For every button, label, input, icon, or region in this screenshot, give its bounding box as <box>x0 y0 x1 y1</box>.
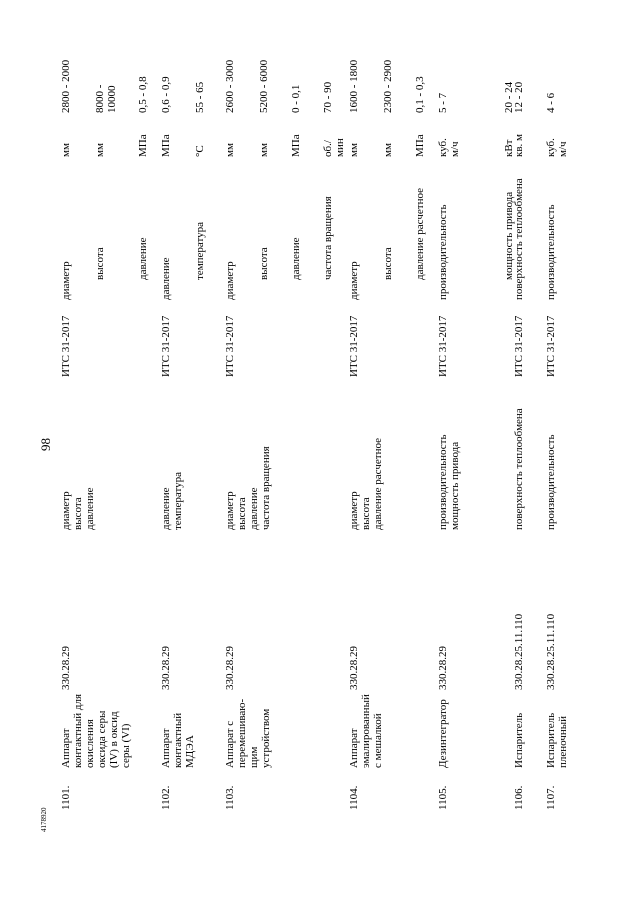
its-reference: ИТС 31-2017 <box>224 315 236 377</box>
parameter-name: давление расчетное <box>372 438 384 530</box>
unit: мм <box>258 143 270 157</box>
unit: мм <box>60 143 72 157</box>
equipment-name: Аппарат контактный МДЭА <box>160 712 196 768</box>
equipment-name: Испаритель <box>513 712 525 768</box>
value-range: 5200 - 6000 <box>258 59 270 113</box>
parameter-name: поверхность теплообмена <box>513 408 525 530</box>
row-number: 1102. <box>160 785 172 810</box>
its-reference: ИТС 31-2017 <box>160 315 172 377</box>
equipment-name: Аппарат контактный для окисления оксида серы (IV) в оксид серы (VI) <box>60 693 132 768</box>
unit: об./ мин <box>322 138 346 157</box>
its-parameter: диаметр <box>224 261 236 300</box>
value-range: 12 - 20 <box>513 81 525 113</box>
value-range: 4 - 6 <box>545 92 557 113</box>
value-range: 8000 - 10000 <box>94 84 118 113</box>
row-number: 1107. <box>545 785 557 810</box>
equipment-name: Испаритель пленочный <box>545 712 569 768</box>
okpd-code: 330.28.29 <box>224 646 236 690</box>
unit: куб. м/ч <box>437 138 461 157</box>
row-number: 1104. <box>348 785 360 810</box>
row-number: 1103. <box>224 785 236 810</box>
parameter-name: высота <box>72 497 84 530</box>
unit: °С <box>194 145 206 157</box>
its-reference: ИТС 31-2017 <box>60 315 72 377</box>
its-parameter: высота <box>382 247 394 280</box>
parameter-name: давление <box>160 487 172 530</box>
its-parameter: производительность <box>545 204 557 300</box>
unit: мм <box>224 143 236 157</box>
its-parameter: давление <box>160 257 172 300</box>
its-reference: ИТС 31-2017 <box>348 315 360 377</box>
its-parameter: давление расчетное <box>414 188 426 280</box>
equipment-name: Дезинтегратор <box>437 699 449 768</box>
its-parameter: поверхность теплообмена <box>513 178 525 300</box>
okpd-code: 330.28.29 <box>437 646 449 690</box>
unit: МПа <box>414 134 426 157</box>
value-range: 5 - 7 <box>437 92 449 113</box>
its-parameter: давление <box>290 237 302 280</box>
parameter-name: высота <box>236 497 248 530</box>
its-parameter: высота <box>94 247 106 280</box>
value-range: 20 - 24 <box>503 81 515 113</box>
unit: МПа <box>290 134 302 157</box>
parameter-name: производительность <box>437 434 449 530</box>
equipment-name: Аппарат с перемешиваю-щим устройством <box>224 698 272 768</box>
value-range: 2600 - 3000 <box>224 59 236 113</box>
its-reference: ИТС 31-2017 <box>545 315 557 377</box>
okpd-code: 330.28.29 <box>348 646 360 690</box>
value-range: 70 - 90 <box>322 81 334 113</box>
document-code: 4178920 <box>40 807 48 832</box>
parameter-name: диаметр <box>224 491 236 530</box>
unit: МПа <box>160 134 172 157</box>
value-range: 2300 - 2900 <box>382 59 394 113</box>
unit: куб. м/ч <box>545 138 569 157</box>
unit: мм <box>382 143 394 157</box>
parameter-name: диаметр <box>348 491 360 530</box>
its-parameter: мощность привода <box>503 191 515 280</box>
its-parameter: производительность <box>437 204 449 300</box>
parameter-name: температура <box>172 471 184 530</box>
its-parameter: высота <box>258 247 270 280</box>
row-number: 1105. <box>437 785 449 810</box>
value-range: 2800 - 2000 <box>60 59 72 113</box>
unit: мм <box>348 143 360 157</box>
its-reference: ИТС 31-2017 <box>437 315 449 377</box>
unit: кВт <box>503 139 515 157</box>
value-range: 0,5 - 0,8 <box>137 76 149 113</box>
parameter-name: диаметр <box>60 491 72 530</box>
equipment-name: Аппарат эмалированный с мешалкой <box>348 694 384 768</box>
parameter-name: давление <box>84 487 96 530</box>
value-range: 0,1 - 0,3 <box>414 76 426 113</box>
its-parameter: диаметр <box>60 261 72 300</box>
unit: мм <box>94 143 106 157</box>
its-reference: ИТС 31-2017 <box>513 315 525 377</box>
its-parameter: диаметр <box>348 261 360 300</box>
okpd-code: 330.28.25.11.110 <box>513 613 525 690</box>
row-number: 1101. <box>60 785 72 810</box>
its-parameter: частота вращения <box>322 196 334 280</box>
parameter-name: давление <box>248 487 260 530</box>
okpd-code: 330.28.29 <box>60 646 72 690</box>
its-parameter: давление <box>137 237 149 280</box>
parameter-name: высота <box>360 497 372 530</box>
value-range: 0,6 - 0,9 <box>160 76 172 113</box>
unit: МПа <box>137 134 149 157</box>
its-parameter: температура <box>194 221 206 280</box>
unit: кв. м <box>513 134 525 157</box>
value-range: 0 - 0,1 <box>290 84 302 113</box>
value-range: 55 - 65 <box>194 81 206 113</box>
parameter-name: мощность привода <box>449 441 461 530</box>
page-number: 98 <box>38 438 53 451</box>
row-number: 1106. <box>513 785 525 810</box>
parameter-name: производительность <box>545 434 557 530</box>
value-range: 1600 - 1800 <box>348 59 360 113</box>
parameter-name: частота вращения <box>260 446 272 530</box>
okpd-code: 330.28.25.11.110 <box>545 613 557 690</box>
okpd-code: 330.28.29 <box>160 646 172 690</box>
